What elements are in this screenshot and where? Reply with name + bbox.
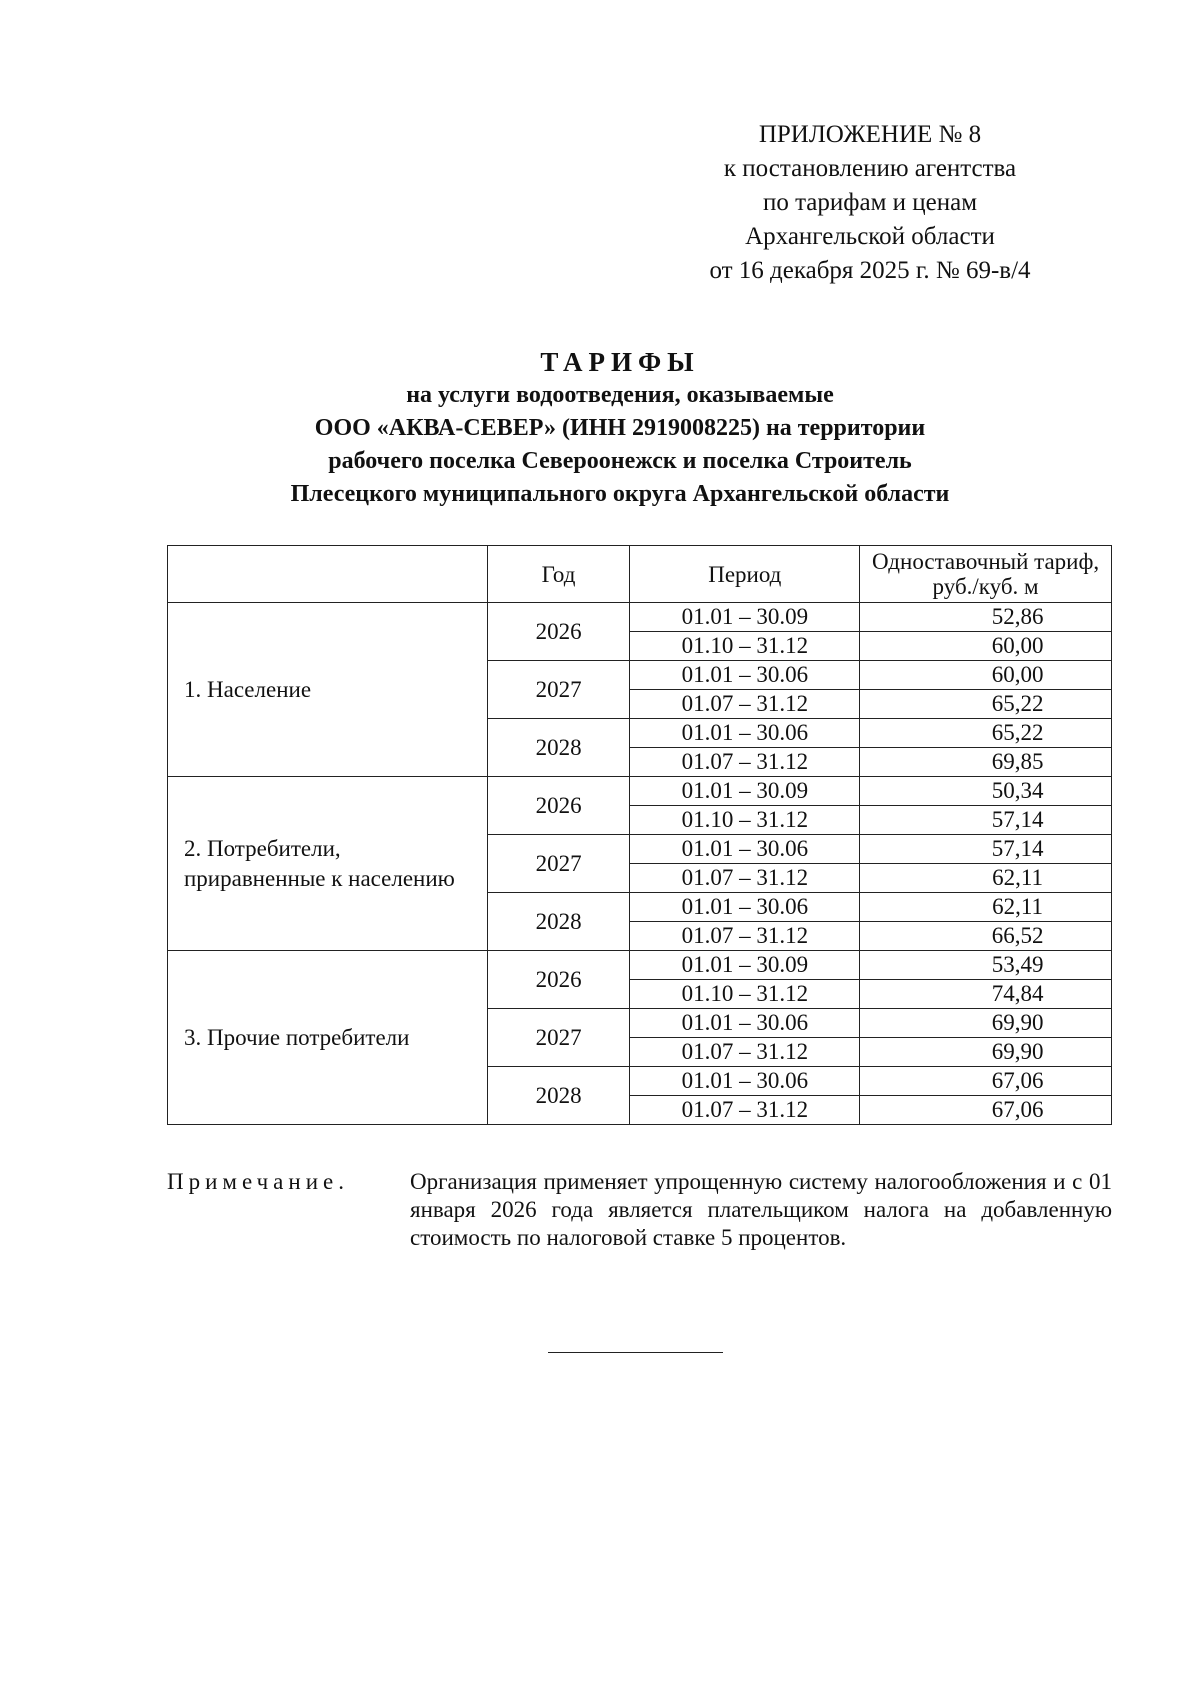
note-text: Организация применяет упрощенную систему налогообложения и с 01 января 2026 года является плательщиком налога на добавленную стоимость по налоговой ставке 5 процентов.	[410, 1169, 1112, 1250]
tariff-value-cell: 67,06	[860, 1067, 1112, 1096]
title-line: ООО «АКВА-СЕВЕР» (ИНН 2919008225) на территории	[314, 415, 926, 441]
tariff-value-cell: 60,00	[860, 632, 1112, 661]
year-cell: 2027	[487, 835, 630, 893]
table-row	[168, 603, 1112, 632]
year-cell: 2028	[487, 1067, 630, 1125]
title-main: ТАРИФЫ	[540, 347, 700, 377]
tariff-value-cell: 62,11	[860, 893, 1112, 922]
year-cell: 2028	[487, 719, 630, 777]
tariff-value-cell: 60,00	[860, 661, 1112, 690]
tariff-value-cell: 62,11	[860, 864, 1112, 893]
period-cell: 01.07 – 31.12	[630, 922, 860, 951]
header-year: Год	[487, 546, 630, 603]
tariff-value-cell: 53,49	[860, 951, 1112, 980]
title-line: Плесецкого муниципального округа Архангельской области	[290, 481, 950, 507]
closing-rule	[548, 1352, 723, 1353]
note-label: Примечание.	[167, 1169, 349, 1194]
period-cell: 01.07 – 31.12	[630, 690, 860, 719]
period-cell: 01.01 – 30.06	[630, 1009, 860, 1038]
period-cell: 01.01 – 30.06	[630, 835, 860, 864]
category-cell: 2. Потребители, приравненные к населению	[168, 777, 488, 951]
header-tariff: Одноставочный тариф, руб./куб. м	[860, 546, 1112, 603]
tariff-value-cell: 66,52	[860, 922, 1112, 951]
appendix-line: Архангельской области	[745, 223, 995, 250]
year-cell: 2026	[487, 951, 630, 1009]
category-cell: 3. Прочие потребители	[168, 951, 488, 1125]
tariff-value-cell: 69,85	[860, 748, 1112, 777]
title-line: на услуги водоотведения, оказываемые	[406, 382, 834, 408]
tariff-value-cell: 65,22	[860, 719, 1112, 748]
period-cell: 01.07 – 31.12	[630, 864, 860, 893]
period-cell: 01.01 – 30.09	[630, 951, 860, 980]
period-cell: 01.10 – 31.12	[630, 632, 860, 661]
appendix-line: от 16 декабря 2025 г. № 69-в/4	[709, 257, 1031, 284]
period-cell: 01.07 – 31.12	[630, 1096, 860, 1125]
period-cell: 01.01 – 30.06	[630, 661, 860, 690]
period-cell: 01.01 – 30.06	[630, 719, 860, 748]
appendix-header	[660, 118, 1080, 288]
category-cell: 1. Население	[168, 603, 488, 777]
header-category	[168, 546, 488, 603]
period-cell: 01.01 – 30.06	[630, 1067, 860, 1096]
document-title	[200, 345, 1040, 511]
table-header-row	[168, 546, 1112, 603]
title-line: рабочего поселка Североонежск и поселка Строитель	[328, 448, 912, 474]
period-cell: 01.10 – 31.12	[630, 980, 860, 1009]
table-row	[168, 777, 1112, 806]
appendix-line: ПРИЛОЖЕНИЕ № 8	[758, 121, 982, 148]
year-cell: 2026	[487, 603, 630, 661]
appendix-line: по тарифам и ценам	[762, 189, 978, 216]
tariff-value-cell: 69,90	[860, 1009, 1112, 1038]
year-cell: 2028	[487, 893, 630, 951]
table-row	[168, 951, 1112, 980]
tariff-value-cell: 74,84	[860, 980, 1112, 1009]
tariff-value-cell: 67,06	[860, 1096, 1112, 1125]
tariff-value-cell: 69,90	[860, 1038, 1112, 1067]
header-period: Период	[630, 546, 860, 603]
tariff-table	[167, 545, 1112, 1125]
tariff-value-cell: 50,34	[860, 777, 1112, 806]
tariff-value-cell: 57,14	[860, 835, 1112, 864]
year-cell: 2027	[487, 1009, 630, 1067]
period-cell: 01.01 – 30.06	[630, 893, 860, 922]
year-cell: 2026	[487, 777, 630, 835]
appendix-line: к постановлению агентства	[723, 155, 1017, 182]
tariff-value-cell: 65,22	[860, 690, 1112, 719]
tariff-value-cell: 57,14	[860, 806, 1112, 835]
period-cell: 01.01 – 30.09	[630, 603, 860, 632]
period-cell: 01.10 – 31.12	[630, 806, 860, 835]
period-cell: 01.07 – 31.12	[630, 748, 860, 777]
period-cell: 01.07 – 31.12	[630, 1038, 860, 1067]
year-cell: 2027	[487, 661, 630, 719]
tariff-value-cell: 52,86	[860, 603, 1112, 632]
period-cell: 01.01 – 30.09	[630, 777, 860, 806]
